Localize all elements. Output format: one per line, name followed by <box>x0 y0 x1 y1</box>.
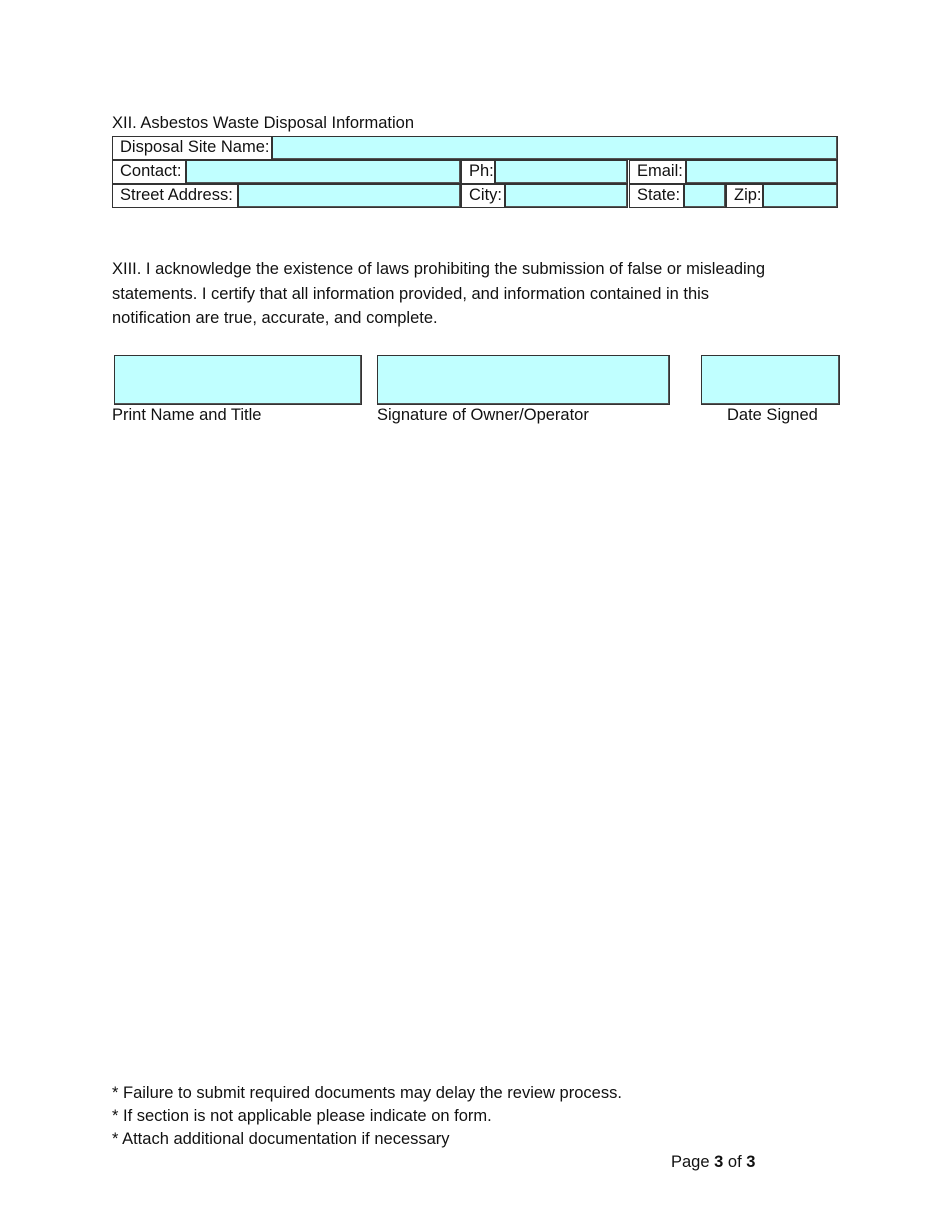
certification-statement <box>112 257 812 331</box>
email-input[interactable] <box>686 160 838 184</box>
of-word: of <box>727 1153 742 1171</box>
street-address-label: Street Address: <box>112 184 238 208</box>
signature-label: Signature of Owner/Operator <box>377 406 589 424</box>
phone-input[interactable] <box>495 160 628 184</box>
page-number <box>671 1152 755 1172</box>
certification-line-1: XIII. I acknowledge the existence of laws prohibiting the submission of false or misleading <box>112 260 766 278</box>
contact-label: Contact: <box>112 160 186 184</box>
certification-line-3: notification are true, accurate, and complete. <box>112 309 438 327</box>
certification-line-2: statements. I certify that all information provided, and information contained in this <box>112 284 710 303</box>
zip-input[interactable] <box>763 184 838 208</box>
date-signed-field[interactable] <box>701 355 840 405</box>
date-signed-label: Date Signed <box>727 406 818 424</box>
disposal-site-name-label: Disposal Site Name: <box>112 136 272 160</box>
page-word: Page <box>671 1153 710 1171</box>
section-xii-heading: XII. Asbestos Waste Disposal Information <box>112 114 415 132</box>
city-label: City: <box>461 184 505 208</box>
footnote: * If section is not applicable please indicate on form. <box>112 1107 492 1125</box>
phone-label: Ph: <box>461 160 495 184</box>
signature-field[interactable] <box>377 355 670 405</box>
city-input[interactable] <box>505 184 628 208</box>
state-input[interactable] <box>684 184 726 208</box>
contact-input[interactable] <box>186 160 461 184</box>
state-label: State: <box>629 184 684 208</box>
print-name-title-label: Print Name and Title <box>112 406 262 424</box>
current-page: 3 <box>714 1153 724 1171</box>
street-address-input[interactable] <box>238 184 461 208</box>
print-name-title-field[interactable] <box>114 355 362 405</box>
disposal-site-name-input[interactable] <box>272 136 838 160</box>
total-pages: 3 <box>746 1153 756 1171</box>
footnote: * Failure to submit required documents may delay the review process. <box>112 1084 622 1102</box>
footnote: * Attach additional documentation if necessary <box>112 1130 450 1148</box>
zip-label: Zip: <box>726 184 763 208</box>
email-label: Email: <box>629 160 686 184</box>
